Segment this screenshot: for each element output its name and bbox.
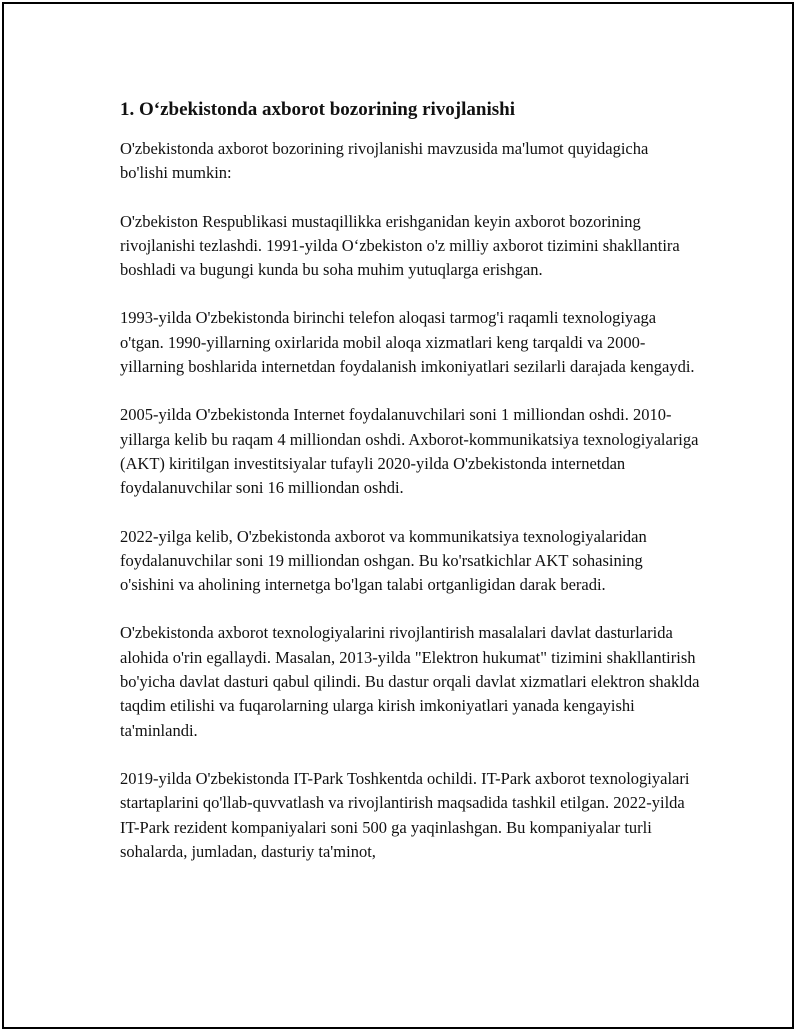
document-page bbox=[2, 2, 794, 1029]
document-content bbox=[120, 97, 700, 888]
paragraph-it-park: 2019-yilda O'zbekistonda IT-Park Toshkentda ochildi. IT-Park axborot texnologiyalari startaplarini qo'llab-quvvatlash va rivojlantirish maqsadida tashkil etilgan. 2022-yilda IT-Park rezident kompaniyalari soni 500 ga yaqinlashgan. Bu kompaniyalar turli sohalarda, jumladan, dasturiy ta'minot, bbox=[120, 768, 690, 861]
section-heading: 1. O‘zbekistonda axborot bozorining rivojlanishi bbox=[120, 99, 516, 120]
paragraph-independence: O'zbekiston Respublikasi mustaqillikka erishganidan keyin axborot bozorining rivojlanishi tezlashdi. 1991-yilda O‘zbekiston o'z milliy axborot tizimini shakllantira boshladi va bugungi kunda bu soha muhim yutuqlarga erishgan. bbox=[120, 211, 680, 280]
paragraph-telephony: 1993-yilda O'zbekistonda birinchi telefon aloqasi tarmog'i raqamli texnologiyaga o'tgan. 1990-yillarning oxirlarida mobil aloqa xizmatlari keng tarqaldi va 2000-yillarning boshlarida internetdan foydalanish imkoniyatlari sezilarli darajada kengaydi. bbox=[120, 308, 695, 377]
paragraph-e-government: O'zbekistonda axborot texnologiyalarini rivojlantirish masalalari davlat dasturlarida alohida o'rin egallaydi. Masalan, 2013-yilda "Elektron hukumat" tizimini shakllantirish bo'yicha davlat dasturi qabul qilindi. Bu dastur orqali davlat xizmatlari elektron shaklda taqdim etilishi va fuqarolarning ularga kirish imkoniyatlari yanada kengayishi ta'minlandi. bbox=[120, 623, 700, 740]
paragraph-internet-users: 2005-yilda O'zbekistonda Internet foydalanuvchilari soni 1 milliondan oshdi. 2010-yillarga kelib bu raqam 4 milliondan oshdi. Axborot-kommunikatsiya texnologiyalariga (AKT) kiritilgan investitsiyalar tufayli 2020-yilda O'zbekistonda internetdan foydalanuvchilar soni 16 milliondan oshdi. bbox=[120, 405, 699, 498]
paragraph-intro: O'zbekistonda axborot bozorining rivojlanishi mavzusida ma'lumot quyidagicha bo'lishi mumkin: bbox=[120, 139, 649, 183]
paragraph-2022-users: 2022-yilga kelib, O'zbekistonda axborot va kommunikatsiya texnologiyalaridan foydalanuvchilar soni 19 milliondan oshgan. Bu ko'rsatkichlar AKT sohasining o'sishini va aholining internetga bo'lgan talabi ortganligidan darak beradi. bbox=[120, 526, 647, 595]
